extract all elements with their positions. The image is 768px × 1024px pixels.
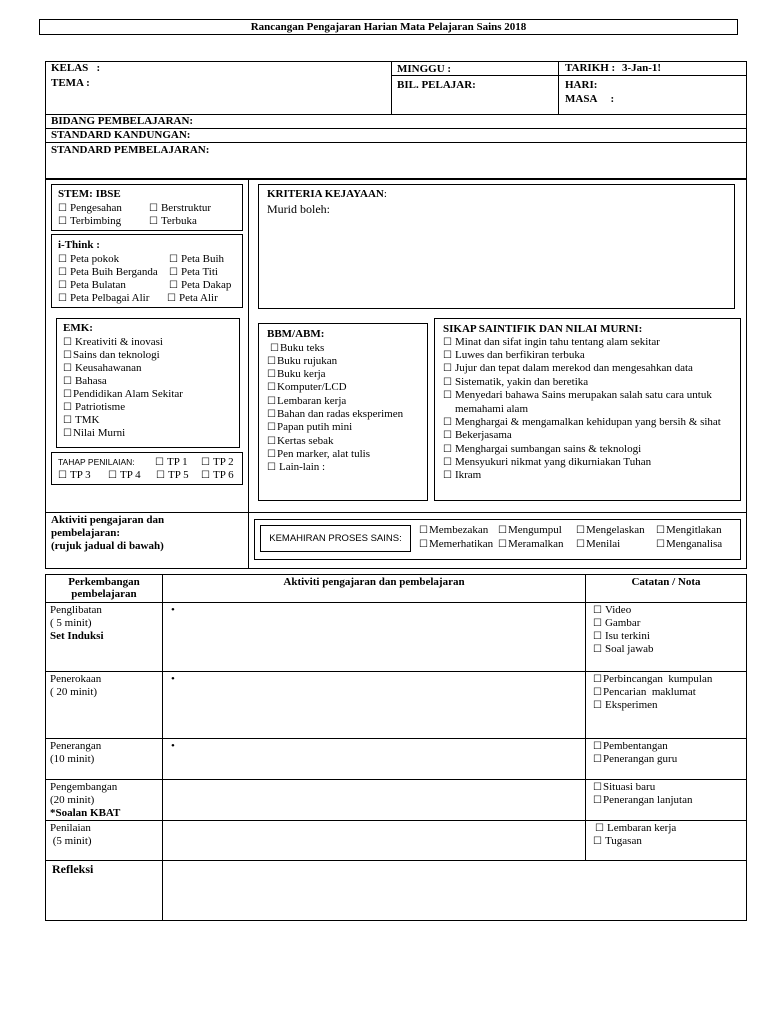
table-header-catatan [586, 575, 747, 603]
bbm-option-papan-putih-mini[interactable]: ☐ Papan putih mini [267, 421, 352, 434]
bullet-point: • [171, 604, 175, 616]
table-row-penerangan-notes [586, 739, 747, 780]
bbm-option-bahan-radas[interactable]: ☐ Bahan dan radas eksperimen [267, 408, 403, 421]
kps-option-menilai[interactable]: ☐ Menilai [576, 538, 620, 551]
note-video[interactable]: ☐ Video [593, 604, 742, 617]
tarikh-label-text: TARIKH : [565, 62, 616, 74]
ithink-option-peta-titi[interactable]: ☐ Peta Titi [169, 266, 218, 279]
bbm-option-pen-marker[interactable]: ☐ Pen marker, alat tulis [267, 448, 370, 461]
bil-pelajar-label: BIL. PELAJAR: [397, 79, 476, 91]
ithink-option-peta-buih-berganda[interactable]: ☐ Peta Buih Berganda [58, 266, 158, 279]
ithink-option-peta-dakap[interactable]: ☐ Peta Dakap [169, 279, 231, 292]
aktiviti-left-line3: (rujuk jadual di bawah) [51, 540, 164, 552]
ithink-option-peta-pelbagai-alir[interactable]: ☐ Peta Pelbagai Alir [58, 292, 149, 305]
penerokaan-label: Penerokaan [50, 673, 102, 685]
stem-option-terbuka[interactable]: ☐ Terbuka [149, 215, 197, 228]
table-row-penerangan-activity[interactable] [163, 739, 586, 780]
table-header-perkembangan-line2: pembelajaran [71, 588, 137, 600]
standard-pembelajaran-label: STANDARD PEMBELAJARAN: [51, 144, 210, 156]
table-row-pengembangan-stage [46, 780, 163, 821]
penerangan-duration: (10 minit) [50, 753, 95, 765]
kps-option-mengitlakan[interactable]: ☐ Mengitlakan [656, 524, 722, 537]
ithink-option-peta-bulatan[interactable]: ☐ Peta Bulatan [58, 279, 126, 292]
bullet-point: • [171, 673, 175, 685]
table-row-penilaian-activity[interactable] [163, 821, 586, 861]
tema-label: TEMA : [51, 77, 90, 89]
sikap-option-minat[interactable]: ☐ Minat dan sifat ingin tahu tentang alam sekitar [443, 336, 660, 349]
note-penerangan-guru[interactable]: ☐ Penerangan guru [593, 753, 742, 766]
table-row-pengembangan-notes [586, 780, 747, 821]
stem-option-terbimbing[interactable]: ☐ Terbimbing [58, 215, 121, 228]
sikap-option-jujur[interactable]: ☐ Jujur dan tepat dalam merekod dan mengesahkan data [443, 362, 693, 375]
kriteria-title [267, 188, 387, 201]
table-row-penglibatan-notes [586, 603, 747, 672]
emk-option-sains-teknologi[interactable]: ☐ Sains dan teknologi [63, 349, 160, 362]
kemahiran-proses-sains-box [254, 519, 741, 560]
sikap-option-luwes[interactable]: ☐ Luwes dan berfikiran terbuka [443, 349, 585, 362]
note-isu-terkini[interactable]: ☐ Isu terkini [593, 630, 742, 643]
tahap-penilaian-box [51, 452, 243, 485]
masa-label: MASA : [565, 93, 615, 105]
stem-ibse-box [51, 184, 243, 231]
bbm-option-buku-kerja[interactable]: ☐ Buku kerja [267, 368, 326, 381]
bullet-point: • [171, 740, 175, 752]
lesson-table [45, 574, 747, 921]
table-row-penerokaan-notes [586, 672, 747, 739]
note-tugasan[interactable]: ☐ Tugasan [593, 835, 742, 848]
sikap-saintifik-box [434, 318, 741, 501]
sikap-option-menghargai-kehidupan[interactable]: ☐ Menghargai & mengamalkan kehidupan yang bersih & sihat [443, 416, 721, 429]
kriteria-kejayaan-box [258, 184, 735, 309]
table-row-penilaian-stage [46, 821, 163, 861]
kps-option-membezakan[interactable]: ☐ Membezakan [419, 524, 488, 537]
sikap-option-bekerjasama[interactable]: ☐ Bekerjasama [443, 429, 512, 442]
kriteria-title-colon: : [383, 188, 387, 200]
note-pencarian-maklumat[interactable]: ☐ Pencarian maklumat [593, 686, 742, 699]
standard-kandungan-label: STANDARD KANDUNGAN: [51, 129, 191, 141]
bbm-abm-box [258, 323, 428, 501]
stem-option-berstruktur[interactable]: ☐ Berstruktur [149, 202, 211, 215]
soalan-kbat-label: *Soalan KBAT [50, 807, 121, 819]
bbm-option-buku-rujukan[interactable]: ☐ Buku rujukan [267, 355, 337, 368]
kps-option-mengelaskan[interactable]: ☐ Mengelaskan [576, 524, 645, 537]
table-row-penerangan-stage [46, 739, 163, 780]
kps-option-memerhatikan[interactable]: ☐ Memerhatikan [419, 538, 493, 551]
penglibatan-label: Penglibatan [50, 604, 102, 616]
sikap-title: SIKAP SAINTIFIK DAN NILAI MURNI: [443, 323, 643, 335]
note-situasi-baru[interactable]: ☐ Situasi baru [593, 781, 742, 794]
note-pembentangan[interactable]: ☐ Pembentangan [593, 740, 742, 753]
document-title: Rancangan Pengajaran Harian Mata Pelajaran Sains 2018 [250, 21, 527, 33]
table-header-perkembangan [46, 575, 163, 603]
table-row-refleksi-label [46, 861, 163, 921]
penilaian-duration: (5 minit) [50, 835, 92, 847]
ithink-option-peta-pokok[interactable]: ☐ Peta pokok [58, 253, 119, 266]
ithink-box [51, 234, 243, 308]
emk-title: EMK: [63, 322, 93, 334]
kps-title: KEMAHIRAN PROSES SAINS: [269, 533, 402, 544]
tahap-option-tp3[interactable]: ☐ TP 3 [58, 469, 91, 482]
sikap-option-menyedari-cont: memahami alam [455, 403, 528, 415]
sikap-option-mensyukuri[interactable]: ☐ Mensyukuri nikmat yang dikurniakan Tuhan [443, 456, 651, 469]
ithink-title: i-Think : [58, 239, 100, 251]
document-title-bar [39, 19, 738, 35]
penerangan-label: Penerangan [50, 740, 102, 752]
stem-title: STEM: IBSE [58, 188, 121, 200]
emk-box [56, 318, 240, 448]
tahap-option-tp6[interactable]: ☐ TP 6 [201, 469, 234, 482]
table-header-catatan-text: Catatan / Nota [631, 576, 701, 588]
bbm-option-kertas-sebak[interactable]: ☐ Kertas sebak [267, 435, 333, 448]
note-penerangan-lanjutan[interactable]: ☐ Penerangan lanjutan [593, 794, 742, 807]
note-perbincangan-kumpulan[interactable]: ☐ Perbincangan kumpulan [593, 673, 742, 686]
ithink-option-peta-alir[interactable]: ☐ Peta Alir [167, 292, 218, 305]
table-row-penerokaan-stage [46, 672, 163, 739]
kps-title-box [260, 525, 411, 552]
emk-option-kreativiti[interactable]: ☐ Kreativiti & inovasi [63, 336, 163, 349]
table-row-penglibatan-stage [46, 603, 163, 672]
emk-option-nilai-murni[interactable]: ☐ Nilai Murni [63, 427, 125, 440]
sikap-option-ikram[interactable]: ☐ Ikram [443, 469, 481, 482]
table-header-perkembangan-line1: Perkembangan [68, 576, 140, 588]
bbm-option-lain-lain[interactable]: ☐ Lain-lain : [267, 461, 325, 474]
emk-option-pendidikan-alam-sekitar[interactable]: ☐ Pendidikan Alam Sekitar [63, 388, 183, 401]
table-row-pengembangan-activity[interactable] [163, 780, 586, 821]
tahap-option-tp5[interactable]: ☐ TP 5 [156, 469, 189, 482]
note-soal-jawab[interactable]: ☐ Soal jawab [593, 643, 742, 656]
tahap-option-tp2[interactable]: ☐ TP 2 [201, 456, 234, 469]
note-gambar[interactable]: ☐ Gambar [593, 617, 742, 630]
kps-option-meramalkan[interactable]: ☐ Meramalkan [498, 538, 564, 551]
table-row-penerokaan-activity[interactable] [163, 672, 586, 739]
bbm-option-buku-teks[interactable]: ☐ Buku teks [270, 342, 324, 355]
sikap-option-menghargai-sains[interactable]: ☐ Menghargai sumbangan sains & teknologi [443, 443, 641, 456]
stem-option-pengesahan[interactable]: ☐ Pengesahan [58, 202, 122, 215]
table-header-aktiviti-text: Aktiviti pengajaran dan pembelajaran [283, 576, 465, 588]
kps-option-mengumpul[interactable]: ☐ Mengumpul [498, 524, 562, 537]
sikap-option-menyedari[interactable]: ☐ Menyedari bahawa Sains merupakan salah satu cara untuk [443, 389, 712, 402]
bidang-pembelajaran-label: BIDANG PEMBELAJARAN: [51, 115, 194, 127]
tahap-option-tp1[interactable]: ☐ TP 1 [155, 456, 188, 469]
table-row-penglibatan-activity[interactable] [163, 603, 586, 672]
minggu-label: MINGGU : [397, 63, 452, 75]
note-eksperimen[interactable]: ☐ Eksperimen [593, 699, 742, 712]
pengembangan-label: Pengembangan [50, 781, 118, 793]
emk-option-keusahawanan[interactable]: ☐ Keusahawanan [63, 362, 142, 375]
set-induksi-label: Set Induksi [50, 630, 104, 642]
sikap-option-sistematik[interactable]: ☐ Sistematik, yakin dan beretika [443, 376, 588, 389]
pengembangan-duration: (20 minit) [50, 794, 95, 806]
kriteria-text: Murid boleh: [267, 202, 330, 216]
kps-option-menganalisa[interactable]: ☐ Menganalisa [656, 538, 722, 551]
note-lembaran-kerja[interactable]: ☐ Lembaran kerja [595, 822, 742, 835]
tahap-option-tp4[interactable]: ☐ TP 4 [108, 469, 141, 482]
emk-option-patriotisme[interactable]: ☐ Patriotisme [63, 401, 125, 414]
table-row-penilaian-notes [586, 821, 747, 861]
refleksi-label: Refleksi [52, 862, 94, 876]
table-header-aktiviti [163, 575, 586, 603]
penglibatan-duration: ( 5 minit) [50, 617, 92, 629]
bbm-title: BBM/ABM: [267, 328, 325, 340]
kriteria-title-text: KRITERIA KEJAYAAN [267, 188, 384, 200]
aktiviti-left-line2: pembelajaran: [51, 527, 121, 539]
emk-option-tmk[interactable]: ☐ TMK [63, 414, 99, 427]
penerokaan-duration: ( 20 minit) [50, 686, 98, 698]
penilaian-label: Penilaian [50, 822, 91, 834]
hari-label: HARI: [565, 79, 598, 91]
ithink-option-peta-buih[interactable]: ☐ Peta Buih [169, 253, 224, 266]
aktiviti-left-label [51, 514, 164, 553]
tarikh-label [565, 62, 661, 75]
tahap-penilaian-label: TAHAP PENILAIAN: [58, 457, 135, 467]
bbm-option-komputer-lcd[interactable]: ☐ Komputer/LCD [267, 381, 347, 394]
kelas-label: KELAS : [51, 62, 101, 74]
tarikh-value: 3-Jan-1! [621, 62, 662, 74]
bbm-option-lembaran-kerja[interactable]: ☐ Lembaran kerja [267, 395, 346, 408]
aktiviti-left-line1: Aktiviti pengajaran dan [51, 514, 165, 526]
table-row-refleksi-content[interactable] [163, 861, 747, 921]
emk-option-bahasa[interactable]: ☐ Bahasa [63, 375, 107, 388]
